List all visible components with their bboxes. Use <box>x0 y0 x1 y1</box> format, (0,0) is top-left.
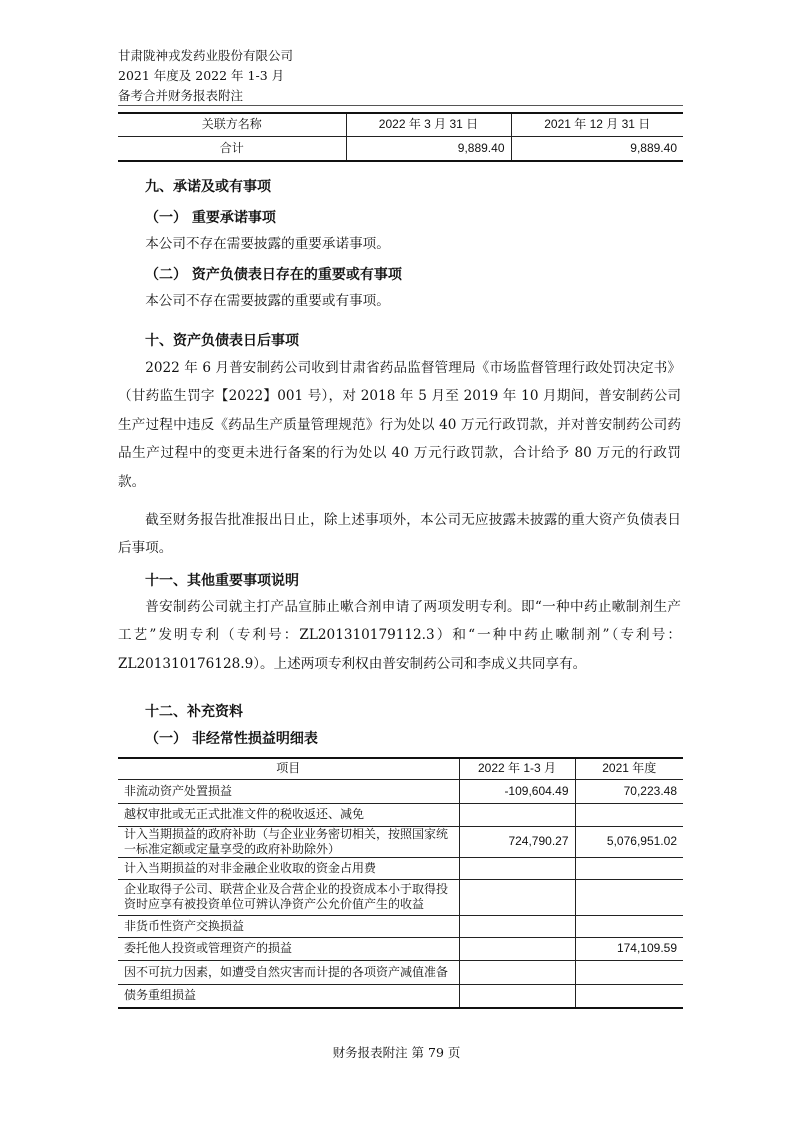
cell <box>459 960 575 984</box>
header-rule <box>118 105 683 106</box>
cell <box>575 984 683 1008</box>
cell: 724,790.27 <box>459 826 575 857</box>
cell: 174,109.59 <box>575 937 683 960</box>
table-row <box>118 136 683 161</box>
cell <box>459 857 575 879</box>
cell: 债务重组损益 <box>118 984 459 1008</box>
cell: 9,889.40 <box>511 136 683 161</box>
cell: 非货币性资产交换损益 <box>118 915 459 937</box>
cell <box>459 984 575 1008</box>
section-11-title: 十一、其他重要事项说明 <box>145 573 299 589</box>
header-company: 甘肃陇神戎发药业股份有限公司 <box>118 48 294 63</box>
section-10-p2: 截至财务报告批准报出日止，除上述事项外，本公司无应披露未披露的重大资产负债表日后事项。 <box>118 512 681 557</box>
cell <box>575 879 683 915</box>
section-9-sub2: （二） 资产负债表日存在的重要或有事项 <box>145 267 402 283</box>
table-row <box>118 879 683 915</box>
table-row <box>118 960 683 984</box>
non-recurring-gains-table <box>118 757 683 1009</box>
cell: 9,889.40 <box>346 136 511 161</box>
table-row <box>118 937 683 960</box>
cell: 计入当期损益的政府补助（与企业业务密切相关，按照国家统一标准定额或定量享受的政府补助除外） <box>118 826 459 857</box>
col-header: 2022 年 1-3 月 <box>459 758 575 779</box>
section-11-p1: 普安制药公司就主打产品宣肺止嗽合剂申请了两项发明专利。即“一种中药止嗽制剂生产工艺”发明专利（专利号：ZL201310179112.3）和“一种中药止嗽制剂”（专利号：ZL201310176128.9）。上述两项专利权由普安制药公司和李成义共同享有。 <box>118 599 681 672</box>
cell: 因不可抗力因素，如遭受自然灾害而计提的各项资产减值准备 <box>118 960 459 984</box>
section-12-title: 十二、补充资料 <box>145 704 243 720</box>
cell <box>575 857 683 879</box>
cell <box>459 937 575 960</box>
section-10-p1: 2022 年 6 月普安制药公司收到甘肃省药品监督管理局《市场监督管理行政处罚决定书》（甘药监生罚字【2022】001 号），对 2018 年 5 月至 2019 年 10 月期间，普安制药公司生产过程中违反《药品生产质量管理规范》行为处以 40 万元行政罚款，并对普安制药公司药品生产过程中的变更未进行备案的行为处以 40 万元行政罚款，合计给予 80 万元的行政罚款。 <box>118 360 681 490</box>
cell <box>575 960 683 984</box>
section-10-title: 十、资产负债表日后事项 <box>145 333 299 349</box>
cell: -109,604.49 <box>459 779 575 803</box>
col-header: 2022 年 3 月 31 日 <box>346 113 511 136</box>
table-header-row <box>118 113 683 136</box>
col-header: 关联方名称 <box>118 113 346 136</box>
cell: 计入当期损益的对非金融企业收取的资金占用费 <box>118 857 459 879</box>
table-row <box>118 826 683 857</box>
table-row <box>118 915 683 937</box>
section-12-sub1: （一） 非经常性损益明细表 <box>145 731 318 747</box>
table-row <box>118 857 683 879</box>
table-row <box>118 803 683 826</box>
related-party-table <box>118 112 683 162</box>
table-row <box>118 779 683 803</box>
col-header: 2021 年 12 月 31 日 <box>511 113 683 136</box>
table-row <box>118 984 683 1008</box>
cell: 合计 <box>118 136 346 161</box>
col-header: 2021 年度 <box>575 758 683 779</box>
header-doc: 备考合并财务报表附注 <box>118 88 244 103</box>
section-9-sub1: （一） 重要承诺事项 <box>145 210 276 226</box>
cell <box>575 803 683 826</box>
table-header-row <box>118 758 683 779</box>
section-9-text1: 本公司不存在需要披露的重要承诺事项。 <box>145 236 390 252</box>
cell: 70,223.48 <box>575 779 683 803</box>
cell <box>459 879 575 915</box>
cell: 越权审批或无正式批准文件的税收返还、减免 <box>118 803 459 826</box>
col-header: 项目 <box>118 758 459 779</box>
cell <box>575 915 683 937</box>
cell: 企业取得子公司、联营企业及合营企业的投资成本小于取得投资时应享有被投资单位可辨认净资产公允价值产生的收益 <box>118 879 459 915</box>
cell: 非流动资产处置损益 <box>118 779 459 803</box>
cell: 委托他人投资或管理资产的损益 <box>118 937 459 960</box>
header-period: 2021 年度及 2022 年 1-3 月 <box>118 68 285 83</box>
cell <box>459 803 575 826</box>
section-9-text2: 本公司不存在需要披露的重要或有事项。 <box>145 293 390 309</box>
page-footer: 财务报表附注 第 79 页 <box>332 1045 461 1060</box>
cell: 5,076,951.02 <box>575 826 683 857</box>
section-9-title: 九、承诺及或有事项 <box>145 179 271 195</box>
cell <box>459 915 575 937</box>
